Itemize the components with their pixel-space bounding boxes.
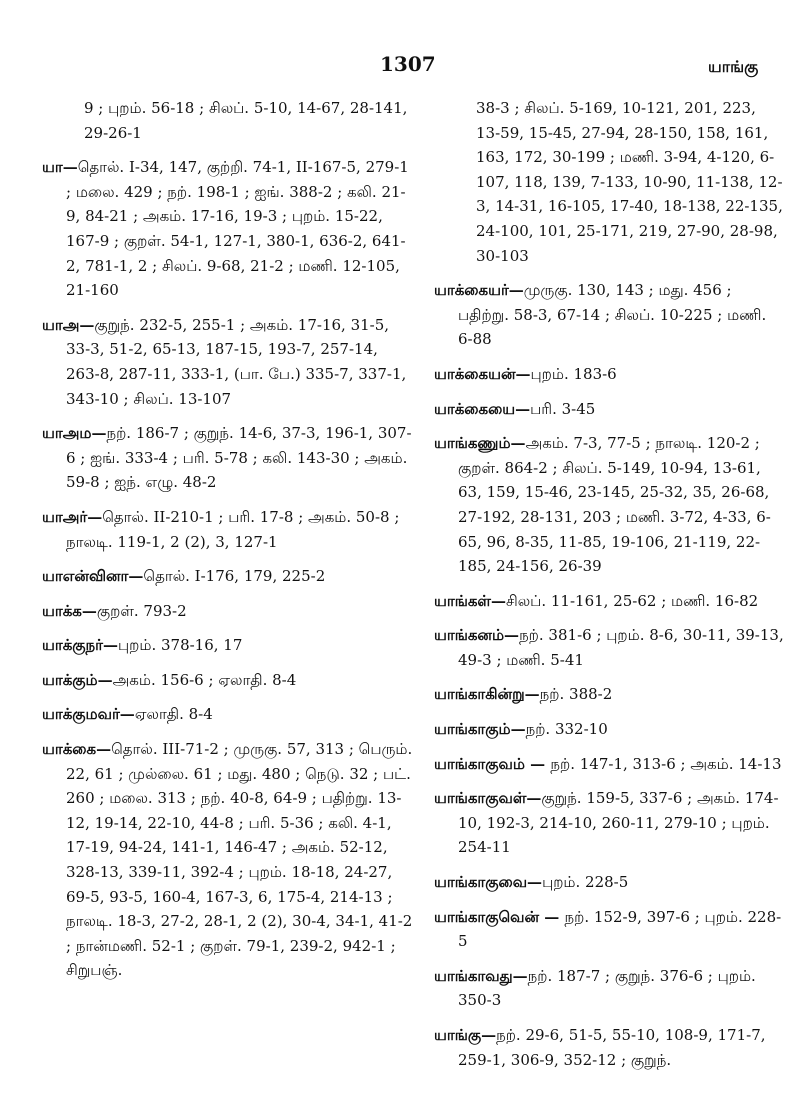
headword: யாஅம— <box>42 424 107 443</box>
left-column <box>42 96 414 993</box>
references: நற். 147-1, 313-6 ; அகம். 14-13 <box>550 754 782 773</box>
headword: யாக்கை— <box>42 740 112 759</box>
references: நற். 29-6, 51-5, 55-10, 108-9, 171-7, 259-1, 306-9, 352-12 ; குறுந். <box>458 1026 766 1069</box>
headword: யாக்குமவர்— <box>42 705 135 724</box>
headword: யாக்கும்— <box>42 670 113 689</box>
index-entry <box>42 505 414 554</box>
references: ஏலாதி. 8-4 <box>134 705 213 724</box>
index-entry <box>42 737 414 983</box>
references: தொல். I-34, 147, குற்றி. 74-1, II-167-5, 279-1 ; மலை. 429 ; நற். 198-1 ; ஐங். 388-2 ; கலி. 21-9, 84-21 ; அகம். 17-16, 19-3 ; புறம். 15-22, 167-9 ; குறள். 54-1, 127-1, 380-1, 636-2, 641-2, 781-1, 2 ; சிலப். 9-68, 21-2 ; மணி. 12-105, 21-160 <box>66 158 409 300</box>
references: தொல். III-71-2 ; முருகு. 57, 313 ; பெரும். 22, 61 ; முல்லை. 61 ; மது. 480 ; நெடு. 32 ; பட். 260 ; மலை. 313 ; நற். 40-8, 64-9 ; பதிற்று. 13-12, 19-14, 22-10, 44-8 ; பரி. 5-36 ; கலி. 4-1, 17-19, 94-24, 141-1, 146-47 ; அகம். 52-12, 328-13, 339-11, 392-4 ; புறம். 18-18, 24-27, 69-5, 93-5, 160-4, 167-3, 6, 175-4, 214-13 ; நாலடி. 18-3, 27-2, 28-1, 2 (2), 30-4, 34-1, 41-2 ; நான்மணி. 52-1 ; குறள். 79-1, 239-2, 942-1 ; சிறுபஞ். <box>66 740 413 980</box>
headword: யாக்கையன்— <box>434 364 531 383</box>
references: புறம். 183-6 <box>530 364 617 383</box>
index-entry <box>42 313 414 411</box>
headword: யாங்காகுவை— <box>434 873 543 892</box>
index-entry <box>42 155 414 303</box>
index-entry <box>434 752 784 777</box>
headword: யாக்கையர்— <box>434 281 524 300</box>
index-entry <box>434 717 784 742</box>
references: பரி. 3-45 <box>530 399 596 418</box>
index-entry <box>42 633 414 658</box>
headword: யாங்கள்— <box>434 591 506 610</box>
headword: யாக்க— <box>42 601 97 620</box>
headword: யாங்கு— <box>434 1026 497 1044</box>
headword: யாங்காகின்று— <box>434 685 540 704</box>
page-number: 1307 <box>380 52 436 76</box>
headword: யா— <box>42 158 78 177</box>
running-head: யாங்கு <box>708 57 759 76</box>
references: 38-3 ; சிலப். 5-169, 10-121, 201, 223, 13-59, 15-45, 27-94, 28-150, 158, 161, 163, 172, 30-199 ; மணி. 3-94, 4-120, 6-107, 118, 139, 7-133, 10-90, 11-138, 12-3, 14-31, 16-105, 17-40, 18-138, 22-135, 24-100, 101, 25-171, 219, 27-90, 28-98, 30-103 <box>476 99 783 265</box>
index-entry <box>42 564 414 589</box>
references: புறம். 378-16, 17 <box>118 636 243 655</box>
index-entry <box>434 682 784 707</box>
references: குறுந். 232-5, 255-1 ; அகம். 17-16, 31-5, 33-3, 51-2, 65-13, 187-15, 193-7, 257-14, 263-8, 287-11, 333-1, (பா. பே.) 335-7, 337-1, 343-10 ; சிலப். 13-107 <box>66 315 407 408</box>
index-entry <box>42 421 414 495</box>
references: குறள். 793-2 <box>96 601 187 620</box>
references: சிலப். 11-161, 25-62 ; மணி. 16-82 <box>505 591 759 610</box>
index-entry <box>434 397 784 422</box>
index-entry <box>434 786 784 860</box>
references: 9 ; புறம். 56-18 ; சிலப். 5-10, 14-67, 28-141, 29-26-1 <box>84 99 408 142</box>
headword: யாங்காகுவள்— <box>434 789 542 808</box>
index-entry <box>434 362 784 387</box>
index-entry <box>434 96 784 268</box>
headword: யாங்காவது— <box>434 966 528 985</box>
references: நற். 332-10 <box>525 720 608 739</box>
references: புறம். 228-5 <box>542 873 629 892</box>
references: அகம். 156-6 ; ஏலாதி. 8-4 <box>112 670 297 689</box>
headword: யாங்காகும்— <box>434 720 526 739</box>
right-column <box>434 96 784 1082</box>
index-entry <box>42 702 414 727</box>
index-entry <box>434 278 784 352</box>
index-entry <box>434 589 784 614</box>
references: முருகு. 130, 143 ; மது. 456 ; பதிற்று. 58-3, 67-14 ; சிலப். 10-225 ; மணி. 6-88 <box>458 281 767 349</box>
headword: யாங்காகுவென் — <box>434 907 565 926</box>
references: நற். 381-6 ; புறம். 8-6, 30-11, 39-13, 49-3 ; மணி. 5-41 <box>458 626 784 669</box>
index-entry <box>42 599 414 624</box>
headword: யாக்குநர்— <box>42 636 118 655</box>
headword: யாஅ— <box>42 315 95 334</box>
references: அகம். 7-3, 77-5 ; நாலடி. 120-2 ; குறள். 864-2 ; சிலப். 5-149, 10-94, 13-61, 63, 159, 15-46, 23-145, 25-32, 35, 26-68, 27-192, 28-131, 203 ; மணி. 3-72, 4-33, 6-65, 96, 8-35, 11-85, 19-106, 21-119, 22-185, 24-156, 26-39 <box>458 434 771 576</box>
index-entry <box>434 623 784 672</box>
headword: யாஅர்— <box>42 507 103 526</box>
references: நற். 186-7 ; குறுந். 14-6, 37-3, 196-1, 307-6 ; ஐங். 333-4 ; பரி. 5-78 ; கலி. 143-30 ; அகம். 59-8 ; ஐந். எழு. 48-2 <box>66 424 412 492</box>
references: நற். 152-9, 397-6 ; புறம். 228-5 <box>458 907 782 951</box>
index-entry <box>434 964 784 1013</box>
headword: யாங்காகுவம் — <box>434 754 551 773</box>
index-entry <box>434 870 784 895</box>
headword: யாங்கனம்— <box>434 626 520 645</box>
headword: யாங்கணும்— <box>434 434 526 453</box>
headword: யாஎன்வினா— <box>42 567 144 586</box>
references: தொல். II-210-1 ; பரி. 17-8 ; அகம். 50-8 ; நாலடி. 119-1, 2 (2), 3, 127-1 <box>66 507 400 551</box>
index-entry <box>434 905 784 954</box>
index-entry <box>434 1023 784 1072</box>
index-entry <box>434 431 784 579</box>
references: தொல். I-176, 179, 225-2 <box>143 567 326 586</box>
references: நற். 187-7 ; குறுந். 376-6 ; புறம். 350-3 <box>458 966 756 1010</box>
references: நற். 388-2 <box>539 685 613 704</box>
index-entry <box>42 96 414 145</box>
headword: யாக்கையை— <box>434 399 531 418</box>
page-header <box>0 0 800 90</box>
references: குறுந். 159-5, 337-6 ; அகம். 174-10, 192-3, 214-10, 260-11, 279-10 ; புறம். 254-11 <box>458 789 779 857</box>
index-entry <box>42 668 414 693</box>
